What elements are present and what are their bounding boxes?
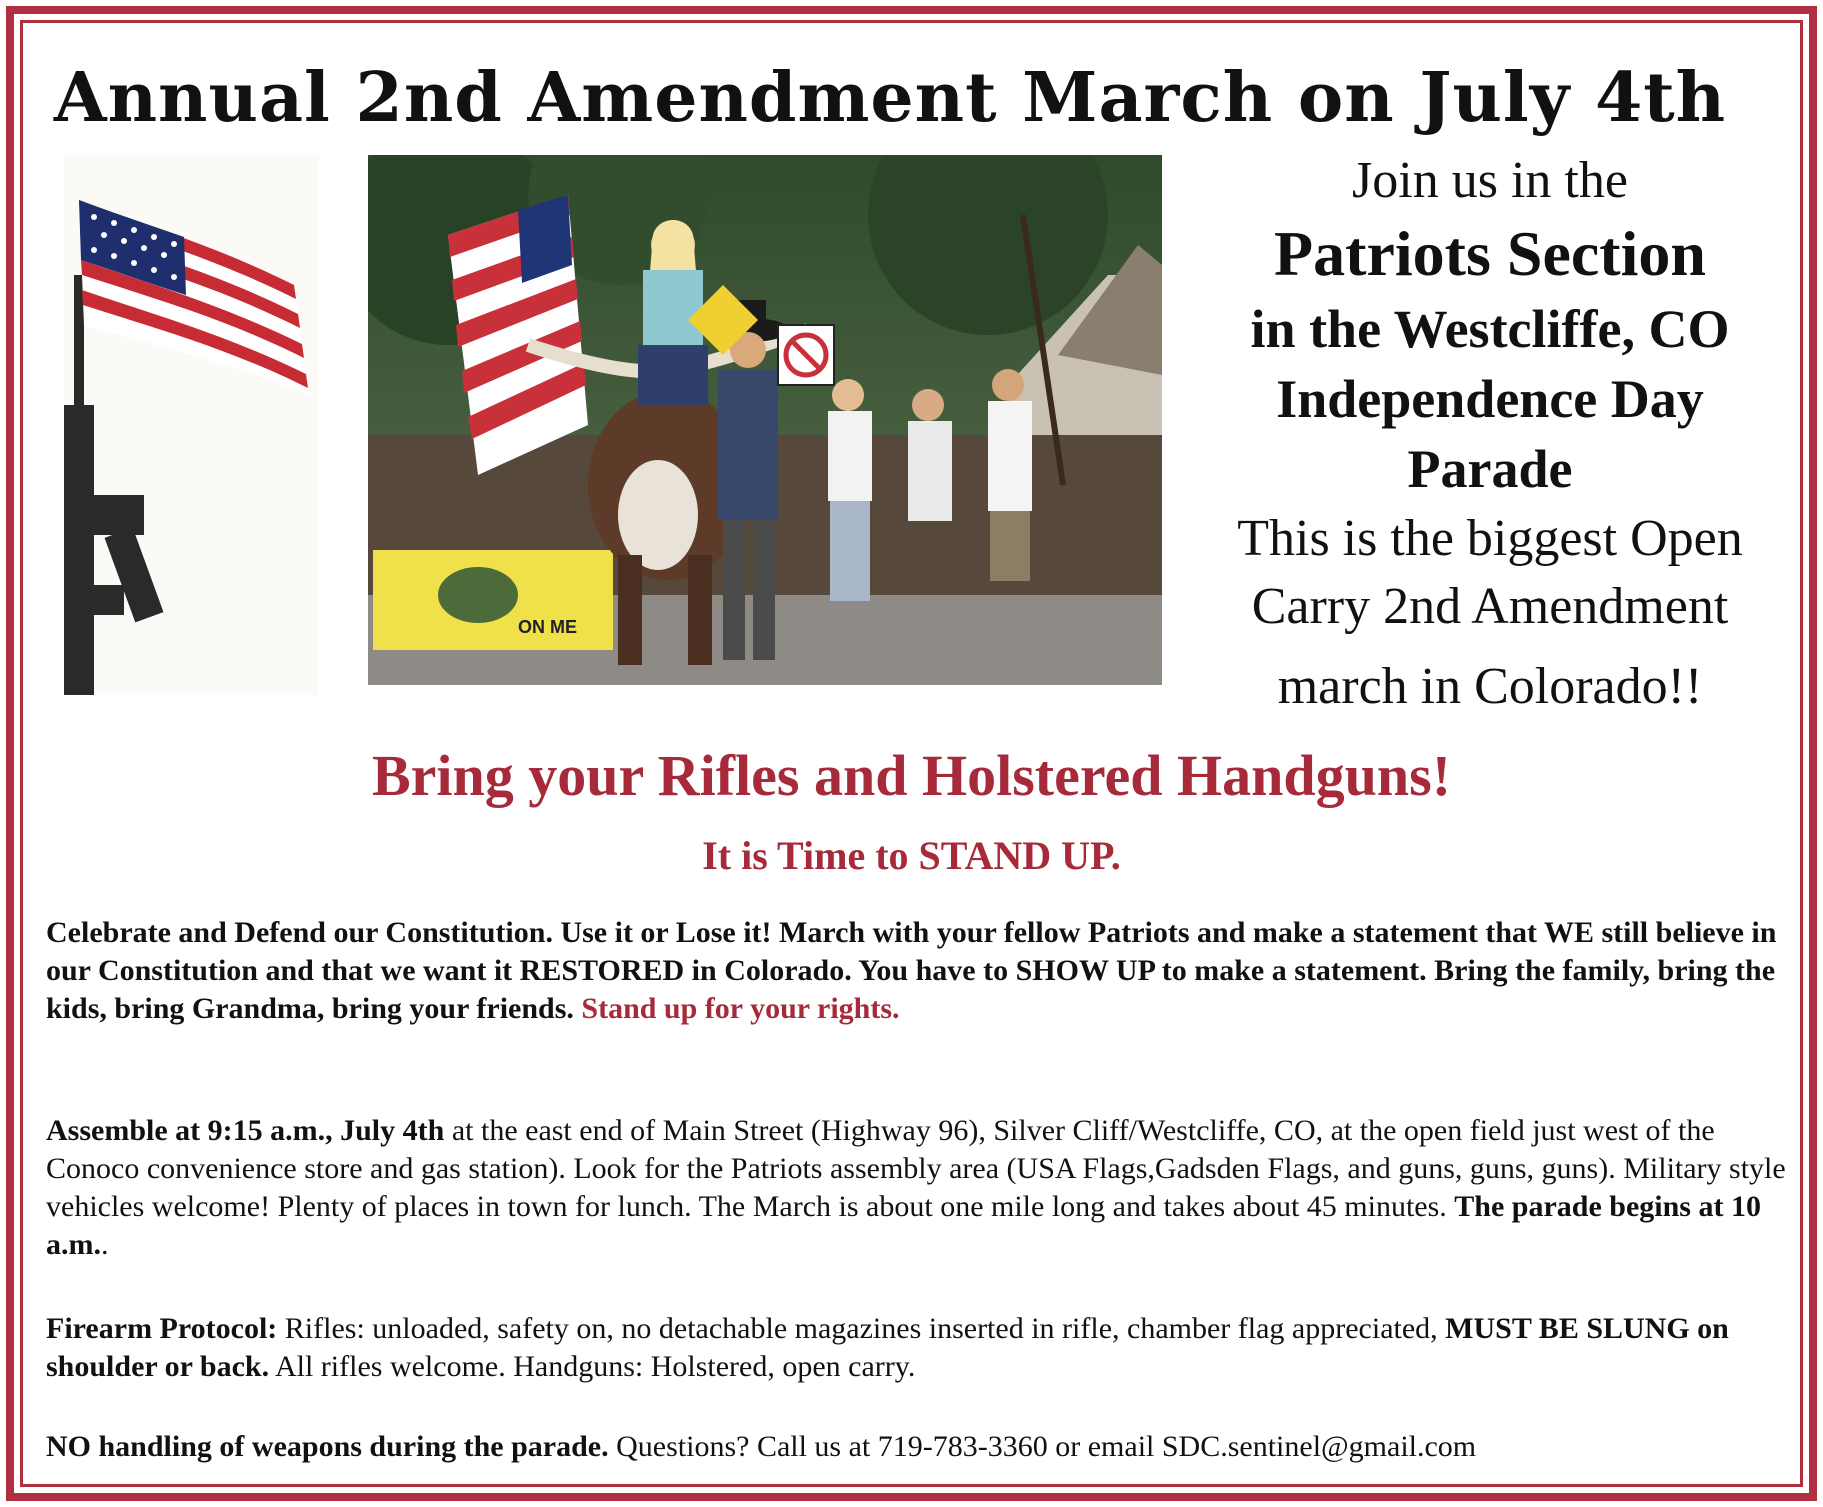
patriots-section-heading: Patriots Section [1274,218,1706,289]
firearm-protocol-label: Firearm Protocol: [46,1312,278,1345]
standup-subheading: It is Time to STAND UP. [702,833,1121,878]
celebrate-paragraph [46,914,1786,1028]
firearm-protocol-text-2: All rifles welcome. Handguns: Holstered, open carry. [269,1350,916,1383]
location-line-1: in the Westcliffe, CO [1250,299,1730,359]
firearm-protocol-paragraph [46,1310,1786,1386]
march-colorado-line: march in Colorado!! [1277,658,1703,715]
stand-up-rights-text: Stand up for your rights. [581,992,900,1025]
flyer-title: Annual 2nd Amendment March on July 4th [53,58,1727,138]
contact-info: Questions? Call us at 719-783-3360 or email SDC.sentinel@gmail.com [608,1430,1477,1463]
celebrate-text: Celebrate and Defend our Constitution. Use it or Lose it! March with your fellow Patriots and make a statement that WE still believe in our Constitution and that we want it RESTORED in Colorado. You have to SHOW UP to make a statement. Bring the family, bring the kids, bring Grandma, bring your friends. [46,916,1777,1025]
location-line-3: Parade [1407,439,1573,499]
biggest-line-2: Carry 2nd Amendment [1251,578,1729,635]
assemble-time: Assemble at 9:15 a.m., July 4th [46,1114,445,1147]
join-text: Join us in the [1352,152,1628,209]
assemble-details: at the east end of Main Street (Highway 96), Silver Cliff/Westcliffe, CO, at the open field just west of the Conoco convenience store and gas station). Look for the Patriots assembly area (USA Flags,Gadsden Flags, and guns, guns, guns). Military style vehicles welcome! Plenty of places in town for lunch. The March is about one mile long and takes about 45 minutes. [46,1114,1786,1223]
firearm-protocol-text-1: Rifles: unloaded, safety on, no detachable magazines inserted in rifle, chamber flag appreciated, [277,1312,1446,1345]
flag-rifle-image [64,155,319,695]
contact-paragraph [46,1428,1786,1466]
assemble-paragraph [46,1112,1786,1264]
location-line-2: Independence Day [1276,369,1704,429]
banner-text: ON ME [518,617,578,637]
assemble-end-punct: . [101,1228,109,1261]
biggest-line-1: This is the biggest Open [1237,510,1743,567]
bring-heading: Bring your Rifles and Holstered Handguns! [371,743,1452,808]
parade-start-time: The parade begins at 10 a.m. [46,1190,1761,1261]
parade-photo [368,155,1162,685]
must-be-slung-text: MUST BE SLUNG on shoulder or back. [46,1312,1729,1383]
event-summary [1185,148,1795,720]
no-handling-text: NO handling of weapons during the parade. [46,1430,609,1463]
